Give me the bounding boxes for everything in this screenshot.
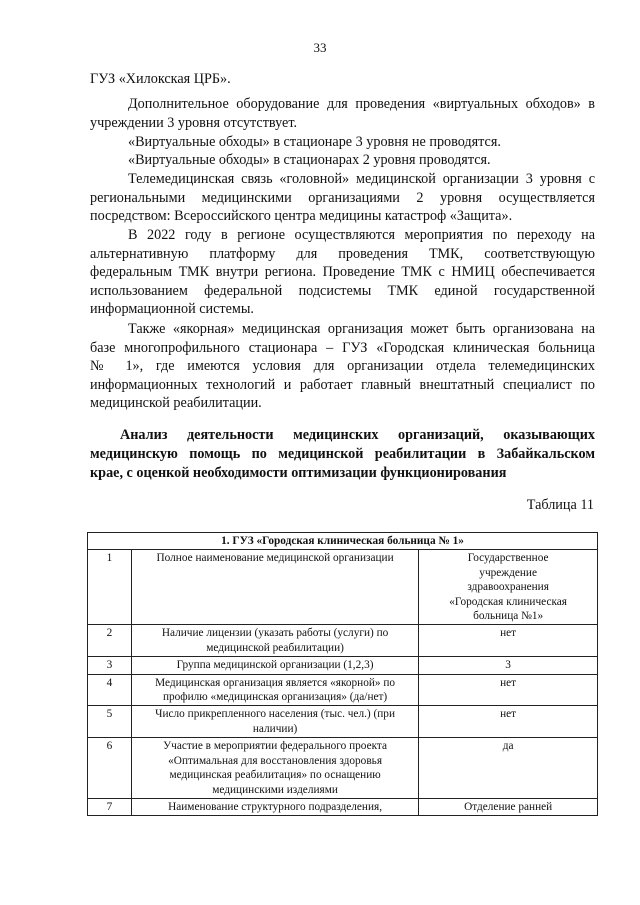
text-line: «Виртуальные обходы» в стационаре 3 уровня не проводятся. [128, 134, 501, 150]
text-line: федеральным ТМК внутри региона. Проведение ТМК с НМИЦ обеспечивается [90, 264, 595, 281]
row-number: 6 [88, 738, 132, 799]
cell-line: больница №1» [473, 610, 544, 623]
table-title: 1. ГУЗ «Городская клиническая больница № 1» [88, 533, 598, 550]
text-line: ГУЗ «Хилокская ЦРБ». [90, 71, 231, 87]
cell-line: нет [500, 676, 517, 689]
text-line: «Виртуальные обходы» в стационарах 2 уровня проводятся. [128, 152, 491, 168]
text-line: Дополнительное оборудование для проведения «виртуальных обходов» в [128, 96, 595, 112]
row-value [419, 625, 598, 657]
cell-line: Наличие лицензии (указать работы (услуги) по [161, 627, 389, 640]
row-label [131, 798, 418, 815]
cell-line: Наименование структурного подразделения, [168, 800, 383, 813]
paragraph-4 [90, 151, 595, 170]
paragraph-1 [90, 70, 595, 89]
table-caption: Таблица 11 [526, 497, 594, 513]
cell-line: Число прикрепленного населения (тыс. чел.) (при [155, 708, 395, 721]
row-number: 4 [88, 674, 132, 706]
row-label [131, 657, 418, 674]
table-row [88, 657, 598, 674]
cell-line: Медицинская организация является «якорной» по [155, 676, 396, 689]
cell-line: 3 [505, 659, 511, 672]
cell-line: Группа медицинской организации (1,2,3) [176, 659, 374, 672]
text-line: Также «якорная» медицинская организация может быть организована на [128, 321, 595, 337]
cell-line: «Городская клиническая [449, 595, 567, 608]
text-line: № 1», где имеются условия для организации отдела телемедицинских [90, 358, 595, 375]
cell-line: медицинскими изделиями [212, 783, 338, 796]
text-line: информационных технологий и работает главный внештатный специалист по [90, 376, 595, 393]
paragraph-2 [90, 95, 595, 132]
paragraph-7 [90, 320, 595, 413]
row-value [419, 738, 598, 799]
row-value [419, 798, 598, 815]
cell-line: нет [500, 627, 517, 640]
row-label [131, 738, 418, 799]
cell-line: нет [500, 708, 517, 721]
heading-line: медицинскую помощь по медицинской реабилитации в Забайкальском [90, 446, 595, 462]
table-row [88, 674, 598, 706]
text-line: Телемедицинская связь «головной» медицинской организации 3 уровня с [128, 171, 595, 187]
row-number: 1 [88, 550, 132, 625]
organization-info-table [87, 532, 598, 816]
table-row [88, 738, 598, 799]
row-number: 5 [88, 706, 132, 738]
cell-line: профилю «медицинская организация» (да/нет) [162, 691, 388, 704]
row-number: 7 [88, 798, 132, 815]
text-line: посредством: Всероссийского центра медицины катастроф «Защита». [90, 208, 513, 225]
text-line: альтернативную платформу для проведения ТМК, соответствующую [90, 245, 595, 262]
row-value [419, 657, 598, 674]
row-label [131, 706, 418, 738]
cell-line: медицинской реабилитации) [206, 641, 344, 654]
cell-line: Участие в мероприятии федерального проекта [163, 740, 388, 753]
paragraph-3 [90, 133, 595, 152]
text-line: региональными медицинскими организациями 2 уровня осуществляется [90, 189, 595, 206]
row-label [131, 674, 418, 706]
heading-line: Анализ деятельности медицинских организаций, оказывающих [120, 427, 595, 443]
cell-line: «Оптимальная для восстановления здоровья [168, 754, 383, 767]
text-line: базе многопрофильного стационара – ГУЗ «Городская клиническая больница [90, 339, 595, 356]
row-label [131, 625, 418, 657]
table-row [88, 706, 598, 738]
table-title-row [88, 533, 598, 550]
row-number: 2 [88, 625, 132, 657]
table-row [88, 550, 598, 625]
section-heading [90, 426, 595, 483]
row-number: 3 [88, 657, 132, 674]
text-line: медицинской реабилитации. [90, 395, 262, 412]
cell-line: медицинская реабилитация» по оснащению [169, 769, 381, 782]
table-row [88, 625, 598, 657]
table-row [88, 798, 598, 815]
cell-line: учреждение [479, 566, 537, 579]
paragraph-5 [90, 170, 595, 226]
cell-line: Отделение ранней [464, 800, 553, 813]
cell-line: Полное наименование медицинской организации [156, 552, 394, 565]
cell-line: наличии) [252, 722, 298, 735]
page-number: 33 [313, 40, 327, 55]
cell-line: здравоохранения [467, 581, 549, 594]
paragraph-6 [90, 226, 595, 319]
cell-line: да [502, 740, 514, 753]
row-value [419, 706, 598, 738]
row-label [131, 550, 418, 625]
heading-line: крае, с оценкой необходимости оптимизации функционирования [90, 465, 507, 481]
text-line: учреждении 3 уровня отсутствует. [90, 114, 297, 131]
text-line: В 2022 году в регионе осуществляются мероприятия по переходу на [128, 227, 595, 243]
row-value [419, 674, 598, 706]
row-value [419, 550, 598, 625]
text-line: информационной системы. [90, 301, 254, 318]
text-line: использованием федеральной подсистемы ТМК единой государственной [90, 282, 595, 299]
cell-line: Государственное [467, 552, 549, 565]
